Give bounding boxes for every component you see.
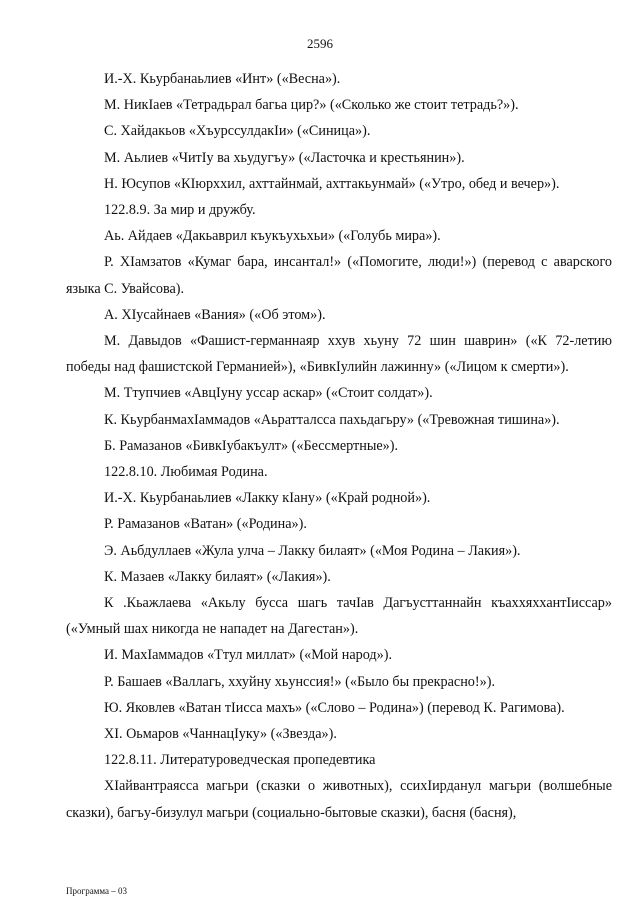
footer-label: Программа – 03 (66, 886, 128, 896)
text-line: Б. Рамазанов «БивкIубакъулт» («Бессмертные»). (104, 437, 399, 454)
text-line: К. КьурбанмахIаммадов «Аьратталсса пахьдагьру» («Тревожная тишина»). (104, 411, 560, 428)
text-line: М. Ттупчиев «АвцIуну уссар аскар» («Стоит солдат»). (104, 385, 433, 402)
text-line: Р. ХIамзатов «Кумаг бара, инсантал!» («Помогите, люди!») (перевод с аварского языка С. Увайсова). (66, 254, 612, 297)
section-heading: 122.8.9. За мир и дружбу. (104, 202, 256, 219)
text-line: Э. Аьбдуллаев «Жула улча – Лакку билаят» («Моя Родина – Лакия»). (104, 542, 521, 559)
text-line: И.-Х. Кьурбанаьлиев «Инт» («Весна»). (104, 71, 341, 87)
text-line: ХI. Оьмаров «ЧаннацIуку» («Звезда»). (104, 726, 337, 743)
text-line: Р. Башаев «Валлагь, ххуйну хьунссия!» («Было бы прекрасно!»). (104, 673, 495, 690)
text-line: С. Хайдакьов «ХъурссулдакIи» («Синица»). (104, 123, 371, 140)
text-line: Н. Юсупов «КIюрххил, ахттайнмай, ахттакьунмай» («Утро, обед и вечер»). (104, 175, 560, 192)
page-number: 2596 (307, 36, 333, 51)
text-line: А. ХIусайнаев «Вания» («Об этом»). (104, 306, 326, 323)
text-line: Аь. Айдаев «Дакьаврил къукъухьхьи» («Голубь мира»). (104, 228, 441, 245)
document-body (66, 66, 612, 826)
text-line: Ю. Яковлев «Ватан тIисса махъ» («Слово – Родина») (перевод К. Рагимова). (104, 699, 565, 716)
text-line: И.-Х. Кьурбанаьлиев «Лакку кIану» («Край родной»). (104, 490, 431, 507)
text-line: М. Давыдов «Фашист-германнаяр ххув хьуну 72 шин шаврин» («К 72-летию победы над фашистской Германией»), «БивкIулийн лажинну» («Лицом к смерти»). (66, 333, 612, 376)
section-heading: 122.8.11. Литературоведческая пропедевтика (104, 752, 376, 769)
text-line: И. МахIаммадов «Ттул миллат» («Мой народ»). (104, 647, 393, 664)
text-line: К. Мазаев «Лакку билаят» («Лакия»). (104, 568, 331, 585)
text-line: К .Кьажлаева «Акьлу бусса шагь тачIав Дагъусттаннайн къаххяххантIиссар» («Умный шах никогда не нападет на Дагестан»). (66, 595, 612, 638)
text-line: М. Аьлиев «ЧитIу ва хьудугъу» («Ласточка и крестьянин»). (104, 149, 465, 166)
text-line: М. НикIаев «Тетрадьрал багьа цир?» («Сколько же стоит тетрадь?»). (104, 97, 519, 114)
text-line: Р. Рамазанов «Ватан» («Родина»). (104, 516, 307, 533)
section-heading: 122.8.10. Любимая Родина. (104, 464, 268, 481)
text-line: ХIайвантраясса магьри (сказки о животных), ссихIирданул магьри (волшебные сказки), багъу-бизулул магьри (социально-бытовые сказки), басня (басня), (66, 778, 612, 821)
